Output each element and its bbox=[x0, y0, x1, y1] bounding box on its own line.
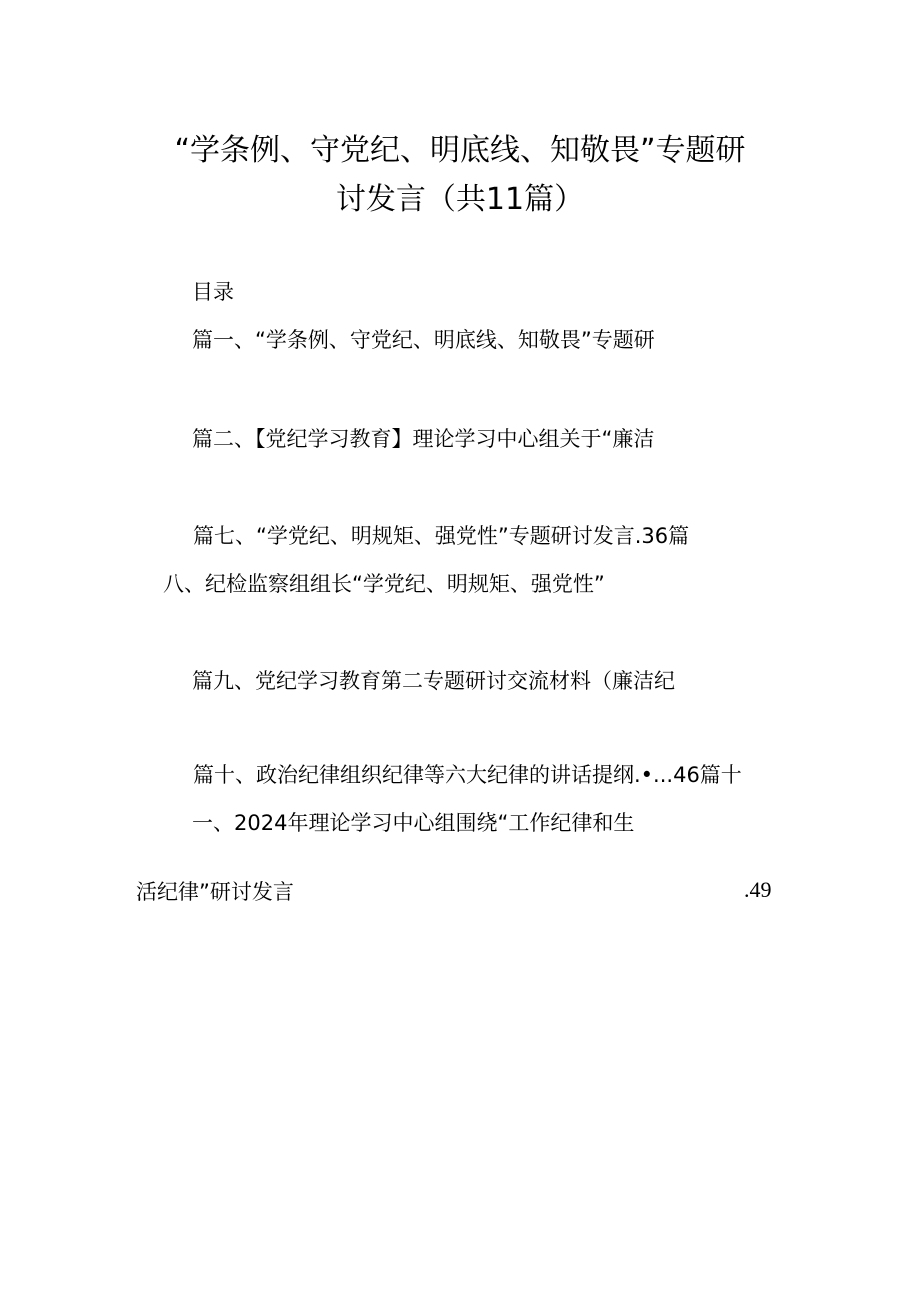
toc-page-number: .49 bbox=[744, 877, 772, 902]
toc-heading: 目录 bbox=[192, 280, 234, 304]
document-title-line-2: 讨发言（共11篇） bbox=[335, 182, 585, 217]
document-title-line-1: “学条例、守党纪、明底线、知敬畏”专题研 bbox=[174, 133, 746, 168]
toc-entry-9: 篇九、党纪学习教育第二专题研讨交流材料（廉洁纪 bbox=[192, 669, 675, 693]
toc-entry-2: 篇二、【党纪学习教育】理论学习中心组关于“廉洁 bbox=[192, 427, 655, 451]
toc-entry-11: 一、2024年理论学习中心组围绕“工作纪律和生 bbox=[192, 811, 635, 835]
toc-entry-8: 八、纪检监察组组长“学党纪、明规矩、强党性” bbox=[163, 572, 605, 596]
toc-entry-7: 篇七、“学党纪、明规矩、强党性”专题研讨发言.36篇 bbox=[193, 524, 690, 548]
toc-entry-1: 篇一、“学条例、守党纪、明底线、知敬畏”专题研 bbox=[192, 328, 655, 352]
toc-entry-10: 篇十、政治纪律组织纪律等六大纪律的讲话提纲.•...46篇十 bbox=[193, 763, 742, 787]
toc-entry-11-continued: 活纪律”研讨发言 bbox=[136, 880, 294, 904]
